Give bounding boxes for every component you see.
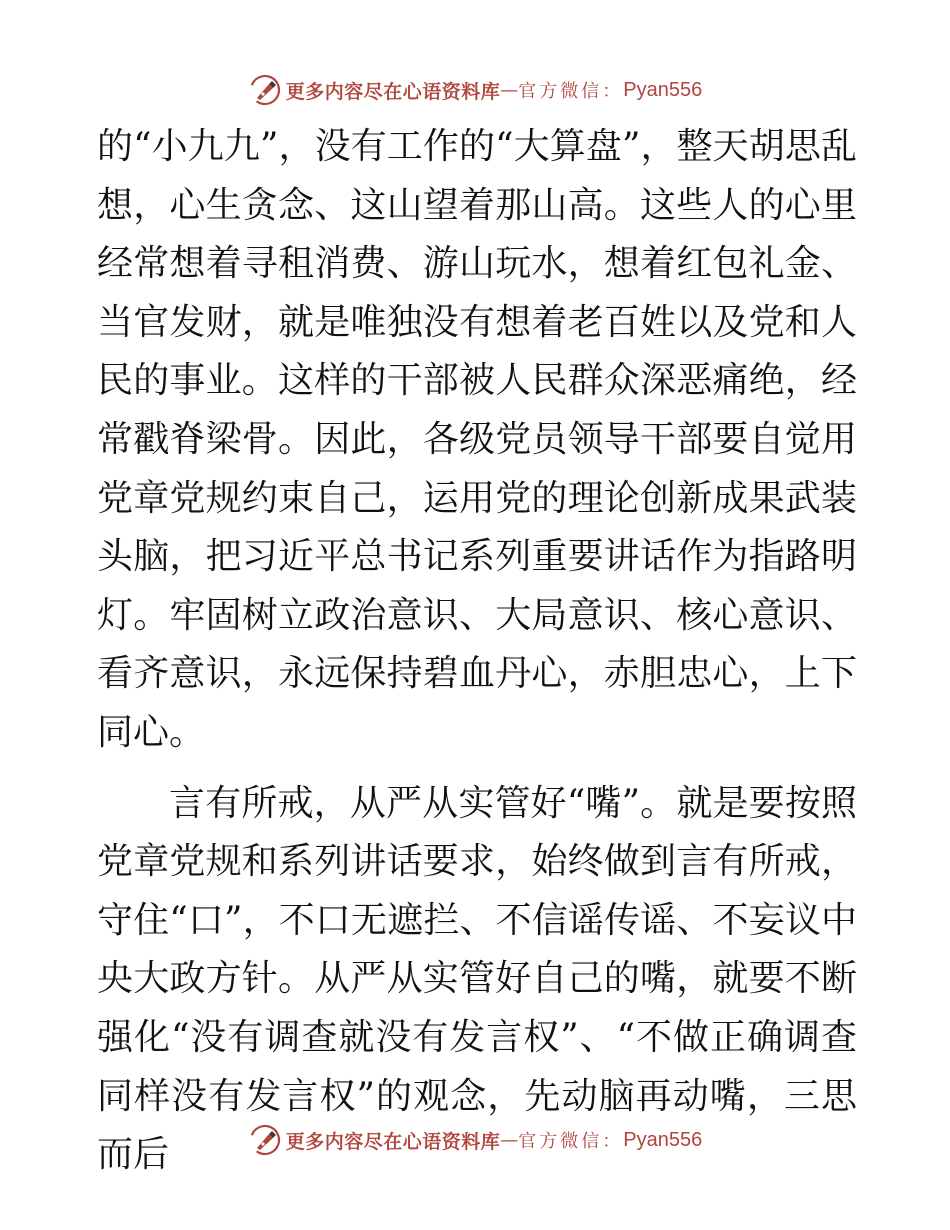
header-banner [0,70,950,110]
pen-nib-logo-icon [248,73,282,107]
pen-nib-logo-icon [248,1123,282,1157]
paragraph-2: 言有所戒，从严从实管好“嘴”。就是要按照党章党规和系列讲话要求，始终做到言有所戒，守住“口”，不口无遮拦、不信谣传谣、不妄议中央大政方针。从严从实管好自己的嘴，就要不断强化“没有调查就没有发言权”、“不做正确调查同样没有发言权”的观念，先动脑再动嘴，三思而后 [97,782,857,1176]
promo-text: 更多内容尽在心语资料库 [285,1130,501,1153]
wechat-label: 官方微信： [518,81,624,102]
banner-separator: — [500,79,519,101]
wechat-id: Pyan556 [623,1128,703,1151]
paragraph-1: 的“小九九”，没有工作的“大算盘”，整天胡思乱想，心生贪念、这山望着那山高。这些人的心里经常想着寻租消费、游山玩水，想着红包礼金、当官发财，就是唯独没有想着老百姓以及党和人民的事业。这样的干部被人民群众深恶痛绝，经常戳脊梁骨。因此，各级党员领导干部要自觉用党章党规约束自己，运用党的理论创新成果武装头脑，把习近平总书记系列重要讲话作为指路明灯。牢固树立政治意识、大局意识、核心意识、看齐意识，永远保持碧血丹心，赤胆忠心，上下同心。 [97,126,857,753]
wechat-id: Pyan556 [623,78,703,101]
document-body [97,118,857,1185]
promo-text: 更多内容尽在心语资料库 [285,80,501,103]
wechat-label: 官方微信： [518,1131,624,1152]
footer-banner [0,1120,950,1160]
banner-separator: — [500,1129,519,1151]
